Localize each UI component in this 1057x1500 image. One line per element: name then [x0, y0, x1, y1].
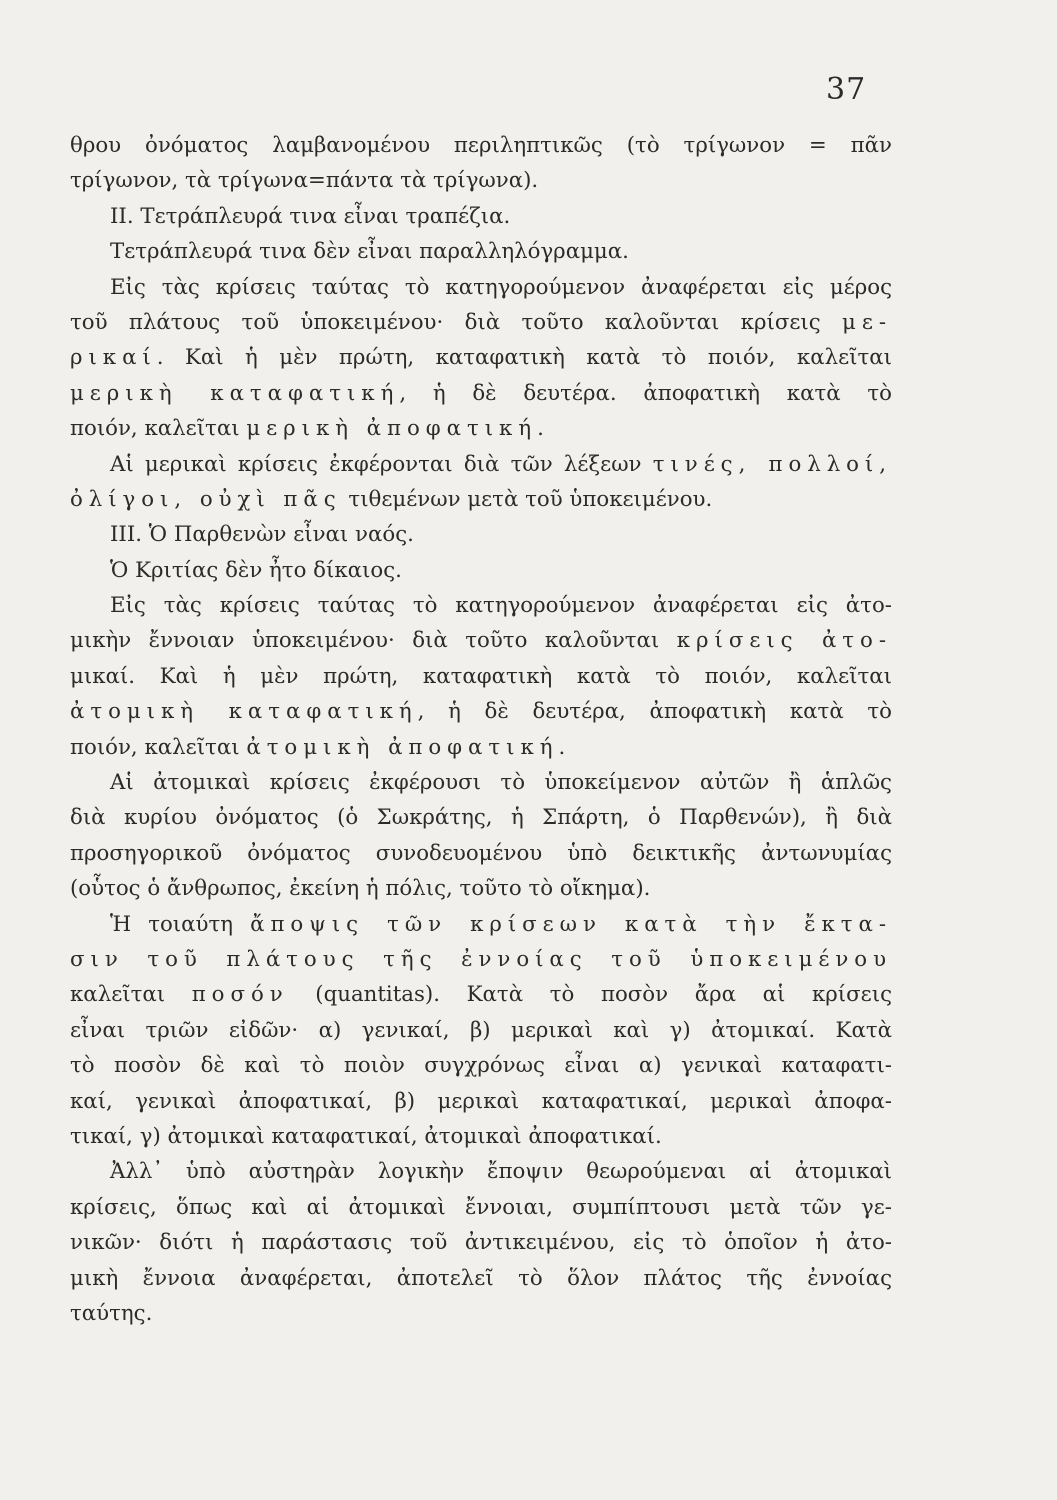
text-line [70, 1013, 892, 1048]
text-segment: . [537, 416, 544, 442]
text-segment: τικαί, γ) ἀτομικαὶ καταφατικαί, ἀτομικαὶ ἀποφατικαί. [70, 1123, 662, 1149]
text-segment: διὰ κυρίου ὀνόματος (ὁ Σωκράτης, ἡ Σπάρτη, ὁ Παρθενών), ἢ διὰ [70, 805, 892, 831]
text-segment: ταύτης. [70, 1300, 153, 1326]
text-line [70, 517, 892, 552]
text-segment: Ἀλλ᾽ ὑπὸ αὐστηρὰν λογικὴν ἔποψιν θεωρούμεναι αἱ ἀτομικαὶ [110, 1159, 892, 1185]
spaced-term: μερικὴ καταφατική [70, 380, 400, 406]
text-segment: ποιόν, καλεῖται [70, 416, 247, 442]
text-segment: ΙΙ. Τετράπλευρά τινα εἶναι τραπέζια. [110, 203, 511, 229]
body-text [70, 128, 892, 1331]
page-number: 37 [826, 72, 867, 107]
text-line [70, 234, 892, 269]
text-line [70, 1261, 892, 1296]
text-line [70, 871, 892, 906]
text-segment: . Καὶ ἡ μὲν πρώτη, καταφατικὴ κατὰ τὸ ποιόν, καλεῖται [156, 345, 892, 371]
text-line [70, 447, 892, 482]
text-segment: τοῦ πλάτους τοῦ ὑποκειμένου· διὰ τοῦτο καλοῦνται κρίσεις [70, 309, 843, 335]
spaced-term: ποσόν [191, 982, 289, 1008]
spaced-term: κρίσεις ἀτο- [676, 628, 892, 654]
text-segment: Εἰς τὰς κρίσεις ταύτας τὸ κατηγορούμενον ἀναφέρεται εἰς ἀτο- [110, 593, 892, 619]
text-line [70, 1190, 892, 1225]
text-line [70, 1048, 892, 1083]
text-line [70, 553, 892, 588]
text-segment: μικὴν ἔννοιαν ὑποκειμένου· διὰ τοῦτο καλοῦνται [70, 628, 677, 654]
text-segment: , ἡ δὲ δευτέρα, ἀποφατικὴ κατὰ τὸ [417, 699, 892, 725]
text-line [70, 694, 892, 729]
text-segment: (quantitas). Κατὰ τὸ ποσὸν ἄρα αἱ κρίσεις [288, 982, 892, 1008]
text-line [70, 1119, 892, 1154]
text-segment: μικαί. Καὶ ἡ μὲν πρώτη, καταφατικὴ κατὰ τὸ ποιόν, καλεῖται [70, 663, 892, 689]
spaced-term: τινές, πολλοί, [652, 451, 892, 477]
spaced-term: ἀτομικὴ καταφατική [70, 699, 418, 725]
text-line [70, 942, 892, 977]
text-line [70, 907, 892, 942]
text-segment: , ἡ δὲ δευτέρα. ἀποφατικὴ κατὰ τὸ [399, 380, 892, 406]
spaced-term: ὀλίγοι, οὐχὶ πᾶς [70, 486, 342, 512]
text-segment: κρίσεις, ὅπως καὶ αἱ ἀτομικαὶ ἔννοιαι, συμπίπτουσι μετὰ τῶν γε- [70, 1194, 892, 1220]
text-line [70, 800, 892, 835]
spaced-term: ἀτομικὴ ἀποφατική [246, 734, 559, 760]
text-line [70, 977, 892, 1012]
text-segment: Ἡ τοιαύτη [110, 911, 251, 937]
text-line [70, 1084, 892, 1119]
text-line [70, 730, 892, 765]
text-line [70, 1225, 892, 1260]
text-segment: Ὁ Κριτίας δὲν ἦτο δίκαιος. [110, 557, 402, 583]
text-line [70, 411, 892, 446]
text-line [70, 588, 892, 623]
text-line [70, 163, 892, 198]
text-line [70, 765, 892, 800]
text-line [70, 1154, 892, 1189]
text-line [70, 128, 892, 163]
text-segment: Τετράπλευρά τινα δὲν εἶναι παραλληλόγραμμα. [110, 239, 629, 265]
text-segment: ΙΙΙ. Ὁ Παρθενὼν εἶναι ναός. [110, 522, 414, 548]
text-segment: καί, γενικαὶ ἀποφατικαί, β) μερικαὶ καταφατικαί, μερικαὶ ἀποφα- [70, 1088, 892, 1114]
text-segment: . [558, 734, 566, 760]
text-segment: τιθεμένων μετὰ τοῦ ὑποκειμένου. [341, 486, 713, 512]
text-segment: ποιόν, καλεῖται [70, 734, 247, 760]
text-segment: (οὗτος ὁ ἄνθρωπος, ἐκείνη ἡ πόλις, τοῦτο τὸ οἴκημα). [70, 876, 651, 902]
text-line [70, 1296, 892, 1331]
text-segment: τὸ ποσὸν δὲ καὶ τὸ ποιὸν συγχρόνως εἶναι α) γενικαὶ καταφατι- [70, 1053, 892, 1079]
text-line [70, 482, 892, 517]
spaced-term: σιν τοῦ πλάτους τῆς ἐννοίας τοῦ ὑποκειμένου [70, 946, 892, 972]
text-segment: προσηγορικοῦ ὀνόματος συνοδευομένου ὑπὸ δεικτικῆς ἀντωνυμίας [70, 840, 892, 866]
spaced-term: ρικαί [70, 345, 157, 371]
text-segment: καλεῖται [70, 982, 192, 1008]
text-line [70, 659, 892, 694]
text-segment: τρίγωνον, τὰ τρίγωνα=πάντα τὰ τρίγωνα). [70, 168, 539, 194]
spaced-term: μερικὴ ἀποφατική [246, 416, 538, 442]
text-line [70, 305, 892, 340]
text-line [70, 376, 892, 411]
text-line [70, 623, 892, 658]
text-line [70, 340, 892, 375]
text-segment: Αἱ μερικαὶ κρίσεις ἐκφέρονται διὰ τῶν λέξεων [110, 451, 653, 477]
text-segment: Αἱ ἀτομικαὶ κρίσεις ἐκφέρουσι τὸ ὑποκείμενον αὐτῶν ἢ ἁπλῶς [110, 770, 892, 796]
text-segment: νικῶν· διότι ἡ παράστασις τοῦ ἀντικειμένου, εἰς τὸ ὁποῖον ἡ ἀτο- [70, 1230, 892, 1256]
spaced-term: ἄποψις τῶν κρίσεων κατὰ τὴν ἔκτα- [250, 911, 892, 937]
text-segment: εἶναι τριῶν εἰδῶν· α) γενικαί, β) μερικαὶ καὶ γ) ἀτομικαί. Κατὰ [70, 1017, 892, 1043]
spaced-term: με- [842, 309, 892, 335]
text-segment: μικὴ ἔννοια ἀναφέρεται, ἀποτελεῖ τὸ ὅλον πλάτος τῆς ἐννοίας [70, 1265, 892, 1291]
text-segment: θρου ὀνόματος λαμβανομένου περιληπτικῶς (τὸ τρίγωνον = πᾶν [70, 133, 892, 158]
text-segment: Εἰς τὰς κρίσεις ταύτας τὸ κατηγορούμενον ἀναφέρεται εἰς μέρος [110, 274, 892, 300]
text-line [70, 270, 892, 305]
text-line [70, 836, 892, 871]
text-line [70, 199, 892, 234]
